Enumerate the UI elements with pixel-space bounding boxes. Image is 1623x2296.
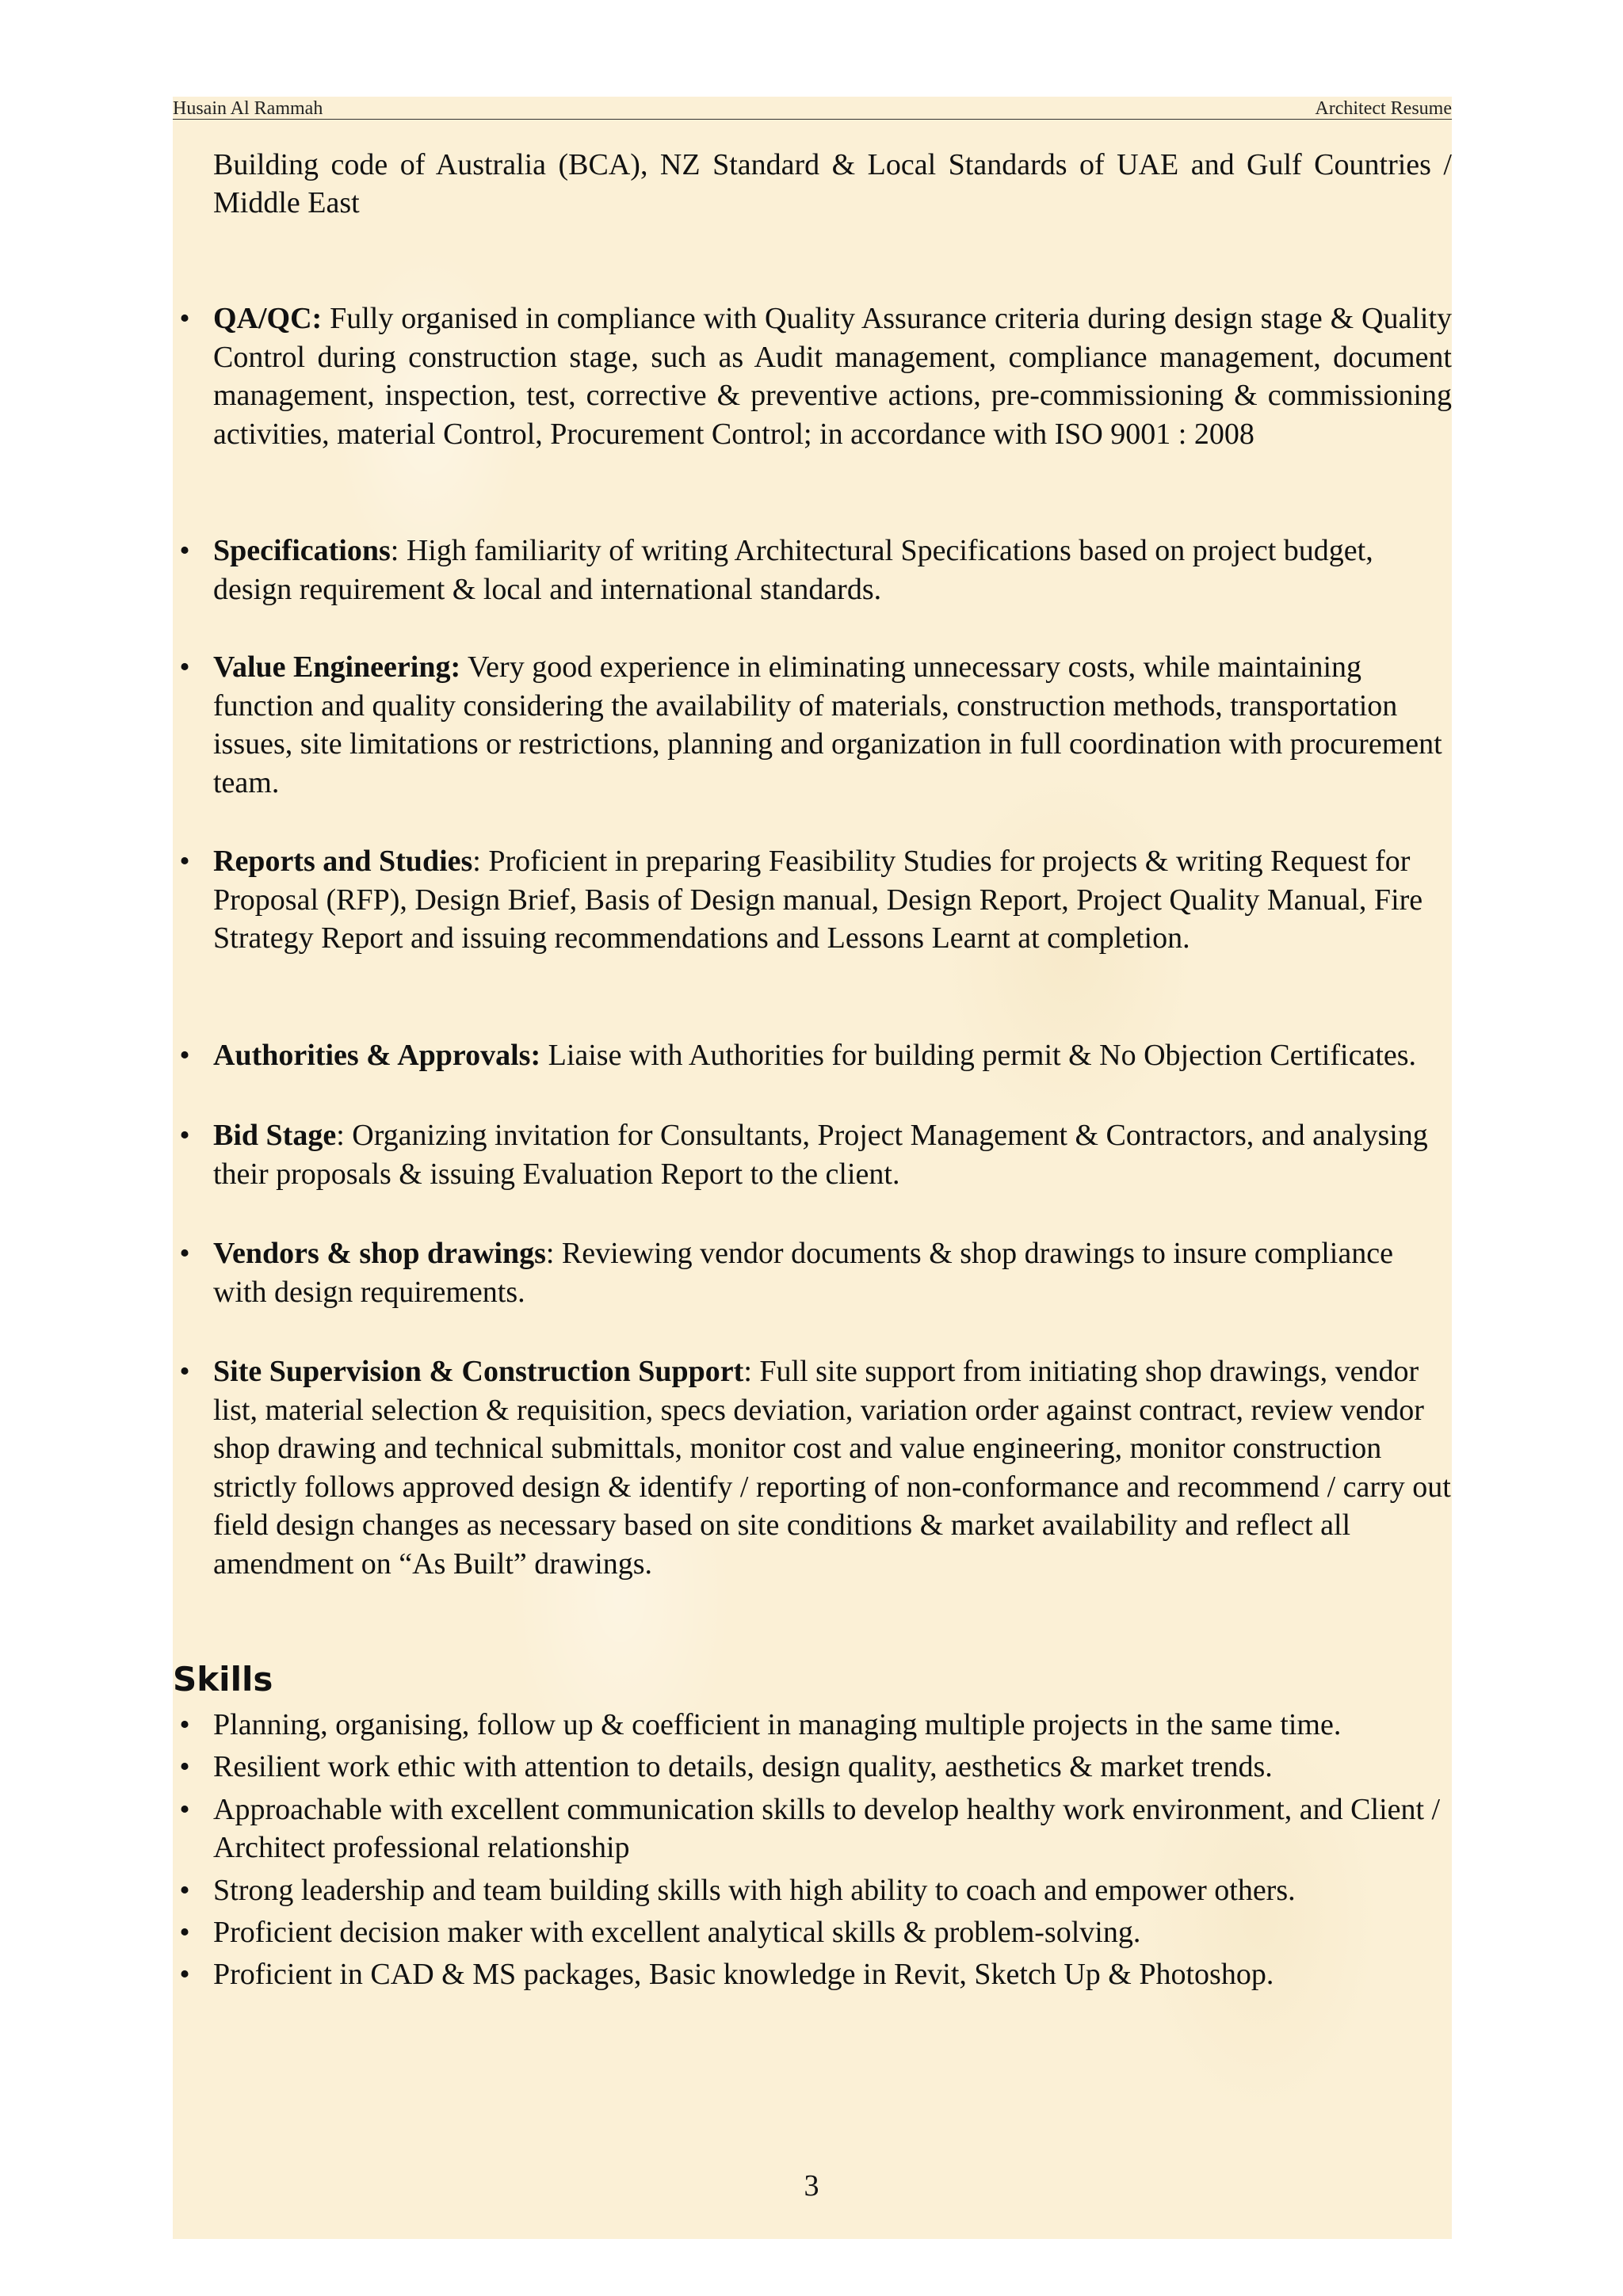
skills-heading: Skills: [173, 1660, 273, 1699]
item-title: Specifications: [213, 534, 391, 567]
item-text: Fully organised in compliance with Quality Assurance criteria during design stage & Quality Control during construction stage, such as Audit management, compliance management, document management, inspection, test, corrective & preventive actions, pre-commissioning & commissioning activities, material Control, Procurement Control; in accordance with ISO 9001 : 2008: [213, 302, 1452, 451]
bullet-icon: •: [179, 1355, 190, 1388]
list-item-specifications: [179, 532, 1452, 608]
list-item-reports-and-studies: [179, 842, 1452, 958]
item-text: : Reviewing vendor documents & shop drawings to insure compliance with design requirements.: [213, 1237, 1393, 1309]
bullet-icon: •: [179, 534, 190, 567]
item-title: Reports and Studies: [213, 845, 473, 878]
item-title: Bid Stage: [213, 1119, 337, 1152]
item-title: QA/QC:: [213, 302, 323, 335]
bullet-icon: •: [179, 1039, 190, 1072]
list-item-vendors-shop-drawings: [179, 1234, 1452, 1311]
bullet-icon: •: [179, 1750, 190, 1783]
skill-item: [179, 1955, 1452, 1993]
header-author: Husain Al Rammah: [173, 98, 323, 119]
bullet-icon: •: [179, 1874, 190, 1907]
bullet-icon: •: [179, 1237, 190, 1270]
list-item-bid-stage: [179, 1116, 1452, 1193]
skill-text: Proficient decision maker with excellent analytical skills & problem-solving.: [213, 1916, 1141, 1949]
skill-text: Resilient work ethic with attention to details, design quality, aesthetics & market trends.: [213, 1750, 1273, 1783]
item-text: : Full site support from initiating shop drawings, vendor list, material selection & requisition, specs deviation, variation order against contract, review vendor shop drawing and technical submittals, monitor cost and value engineering, monitor construction strictly follows approved design & identify / reporting of non-conformance and recommend / carry out field design changes as necessary based on site conditions & market availability and reflect all amendment on “As Built” drawings.: [213, 1355, 1451, 1581]
skill-text: Proficient in CAD & MS packages, Basic knowledge in Revit, Sketch Up & Photoshop.: [213, 1958, 1274, 1991]
item-title: Value Engineering:: [213, 650, 461, 684]
list-item-qa-qc: [179, 299, 1452, 453]
skill-item: [179, 1871, 1452, 1909]
bullet-icon: •: [179, 302, 190, 335]
header-doc-type: Architect Resume: [1315, 98, 1452, 119]
item-text: Liaise with Authorities for building permit & No Objection Certificates.: [540, 1039, 1417, 1072]
bullet-icon: •: [179, 1958, 190, 1991]
intro-continuation: Building code of Australia (BCA), NZ Standard & Local Standards of UAE and Gulf Countries / Middle East: [213, 148, 1452, 219]
item-text: : Organizing invitation for Consultants, Project Management & Contractors, and analysing their proposals & issuing Evaluation Report to the client.: [213, 1119, 1428, 1191]
list-item-authorities-approvals: [179, 1036, 1452, 1075]
item-title: Site Supervision & Construction Support: [213, 1355, 744, 1388]
running-header: [173, 98, 1452, 120]
item-title: Vendors & shop drawings: [213, 1237, 546, 1270]
bullet-icon: •: [179, 1119, 190, 1152]
skill-text: Strong leadership and team building skills with high ability to coach and empower others.: [213, 1874, 1296, 1907]
bullet-icon: •: [179, 1793, 190, 1826]
item-text: Very good experience in eliminating unnecessary costs, while maintaining function and quality considering the availability of materials, construction methods, transportation issues, site limitations or restrictions, planning and organization in full coordination with procurement team.: [213, 650, 1442, 799]
item-title: Authorities & Approvals:: [213, 1039, 541, 1072]
bullet-icon: •: [179, 1916, 190, 1949]
bullet-icon: •: [179, 1708, 190, 1741]
list-item-value-engineering: [179, 648, 1452, 802]
skill-text: Planning, organising, follow up & coefficient in managing multiple projects in the same time.: [213, 1708, 1342, 1741]
skill-text: Approachable with excellent communication skills to develop healthy work environment, and Client / Architect professional relationship: [213, 1793, 1441, 1864]
skill-item: [179, 1791, 1452, 1867]
page-number: 3: [804, 2169, 819, 2203]
bullet-icon: •: [179, 650, 190, 684]
item-text: : Proficient in preparing Feasibility Studies for projects & writing Request for Proposal (RFP), Design Brief, Basis of Design manual, Design Report, Project Quality Manual, Fire Strategy Report and issuing recommendations and Lessons Learnt at completion.: [213, 845, 1423, 955]
item-text: : High familiarity of writing Architectural Specifications based on project budget, design requirement & local and international standards.: [213, 534, 1373, 606]
bullet-icon: •: [179, 845, 190, 878]
skill-item: [179, 1748, 1452, 1786]
list-item-site-supervision: [179, 1352, 1452, 1583]
skill-item: [179, 1913, 1452, 1951]
skill-item: [179, 1706, 1452, 1744]
